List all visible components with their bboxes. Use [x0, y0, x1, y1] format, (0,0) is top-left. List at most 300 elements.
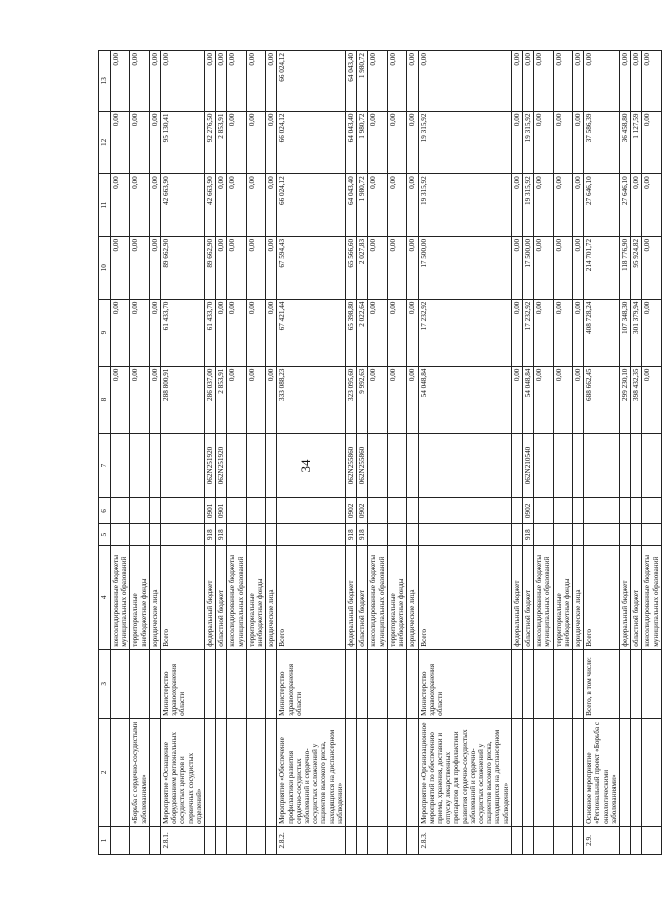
year-2023-amount-cell: 0,00 — [216, 51, 227, 112]
grbs-code-cell: 918 — [357, 524, 368, 546]
column-number: 13 — [99, 51, 111, 112]
grbs-code-cell — [130, 524, 149, 546]
table-row — [368, 51, 387, 855]
total-amount-cell: 688 662,45 — [584, 366, 620, 433]
year-2020-amount-cell: 0,00 — [387, 236, 406, 299]
measure-name-cell — [246, 718, 265, 826]
grbs-code-cell — [534, 524, 553, 546]
row-number-cell — [346, 826, 357, 854]
funding-source-cell: юридические лица — [149, 545, 160, 649]
executor-cell — [387, 649, 406, 718]
grbs-code-cell — [246, 524, 265, 546]
year-2021-amount-cell: 64 043,40 — [346, 174, 357, 237]
year-2022-amount-cell: 0,00 — [149, 111, 160, 174]
executor-cell: Всего, в том числе: — [584, 649, 620, 718]
grbs-code-cell — [266, 524, 277, 546]
column-number: 5 — [99, 524, 111, 546]
column-number: 10 — [99, 236, 111, 299]
section-code-cell — [584, 498, 620, 524]
measure-name-cell — [631, 718, 642, 826]
executor-cell — [407, 649, 418, 718]
row-number-cell — [227, 826, 246, 854]
funding-source-cell: федеральный бюджет — [511, 545, 522, 649]
table-row — [407, 51, 418, 855]
year-2023-amount-cell: 0,00 — [642, 51, 661, 112]
total-amount-cell: 0,00 — [553, 366, 572, 433]
target-article-code-cell — [111, 433, 130, 498]
row-number-cell — [642, 826, 661, 854]
year-2021-amount-cell: 19 315,92 — [522, 174, 533, 237]
table-row — [266, 51, 277, 855]
funding-source-cell: Всего — [584, 545, 620, 649]
year-2019-amount-cell: 301 379,94 — [631, 299, 642, 366]
target-article-code-cell: 062N255860 — [346, 433, 357, 498]
grbs-code-cell — [149, 524, 160, 546]
grbs-code-cell — [553, 524, 572, 546]
year-2022-amount-cell: 0,00 — [227, 111, 246, 174]
measure-name-cell — [357, 718, 368, 826]
year-2019-amount-cell: 61 433,70 — [205, 299, 216, 366]
year-2021-amount-cell: 0,00 — [266, 174, 277, 237]
budget-table — [98, 50, 662, 855]
year-2022-amount-cell: 19 315,92 — [522, 111, 533, 174]
page-number: 34 — [298, 459, 313, 473]
grbs-code-cell — [418, 524, 511, 546]
measure-name-cell — [205, 718, 216, 826]
executor-cell — [522, 649, 533, 718]
section-code-cell: 0901 — [216, 498, 227, 524]
year-2019-amount-cell: 0,00 — [368, 299, 387, 366]
year-2022-amount-cell: 36 458,80 — [619, 111, 630, 174]
year-2019-amount-cell: 67 421,44 — [277, 299, 346, 366]
measure-name-cell — [511, 718, 522, 826]
total-amount-cell: 0,00 — [407, 366, 418, 433]
executor-cell — [246, 649, 265, 718]
total-amount-cell: 0,00 — [130, 366, 149, 433]
year-2021-amount-cell: 42 663,90 — [161, 174, 205, 237]
year-2022-amount-cell: 0,00 — [534, 111, 553, 174]
funding-source-cell: территориальные внебюджетные фонды — [246, 545, 265, 649]
row-number-cell — [205, 826, 216, 854]
row-number-cell — [149, 826, 160, 854]
grbs-code-cell — [642, 524, 661, 546]
section-code-cell — [534, 498, 553, 524]
table-row — [130, 51, 149, 855]
executor-cell — [111, 649, 130, 718]
measure-name-cell — [266, 718, 277, 826]
year-2019-amount-cell: 107 348,30 — [619, 299, 630, 366]
year-2023-amount-cell: 0,00 — [246, 51, 265, 112]
year-2021-amount-cell: 0,00 — [534, 174, 553, 237]
section-code-cell — [619, 498, 630, 524]
column-number: 4 — [99, 545, 111, 649]
table-row — [584, 51, 620, 855]
target-article-code-cell — [572, 433, 583, 498]
year-2023-amount-cell: 0,00 — [572, 51, 583, 112]
row-number-cell: 2.9. — [584, 826, 620, 854]
total-amount-cell: 286 037,00 — [205, 366, 216, 433]
measure-name-cell: Мероприятие «Обеспечение профилактики развития сердечно-сосудистых заболеваний и сердечно-сосудистых осложнений у пациентов высокого риска, находящихся на диспансерном наблюдении» — [277, 718, 346, 826]
column-number: 2 — [99, 718, 111, 826]
year-2020-amount-cell: 89 662,90 — [205, 236, 216, 299]
year-2020-amount-cell: 0,00 — [266, 236, 277, 299]
executor-cell — [266, 649, 277, 718]
column-number: 1 — [99, 826, 111, 854]
year-2023-amount-cell: 0,00 — [161, 51, 205, 112]
target-article-code-cell — [642, 433, 661, 498]
executor-cell — [346, 649, 357, 718]
target-article-code-cell — [130, 433, 149, 498]
measure-name-cell — [522, 718, 533, 826]
row-number-cell — [368, 826, 387, 854]
table-row — [227, 51, 246, 855]
year-2019-amount-cell: 0,00 — [216, 299, 227, 366]
table-row — [534, 51, 553, 855]
year-2019-amount-cell: 0,00 — [642, 299, 661, 366]
section-code-cell — [227, 498, 246, 524]
executor-cell: Министерство здравоохранения области — [277, 649, 346, 718]
total-amount-cell: 0,00 — [266, 366, 277, 433]
target-article-code-cell — [387, 433, 406, 498]
year-2019-amount-cell: 408 728,24 — [584, 299, 620, 366]
column-number: 11 — [99, 174, 111, 237]
year-2019-amount-cell: 0,00 — [407, 299, 418, 366]
funding-source-cell: юридические лица — [572, 545, 583, 649]
year-2019-amount-cell: 0,00 — [149, 299, 160, 366]
target-article-code-cell — [149, 433, 160, 498]
row-number-cell — [357, 826, 368, 854]
year-2023-amount-cell: 0,00 — [522, 51, 533, 112]
column-number: 6 — [99, 498, 111, 524]
table-row — [246, 51, 265, 855]
column-number-row — [99, 51, 111, 855]
funding-source-cell: областной бюджет — [522, 545, 533, 649]
target-article-code-cell — [534, 433, 553, 498]
row-number-cell — [130, 826, 149, 854]
row-number-cell — [511, 826, 522, 854]
target-article-code-cell: 062N210540 — [522, 433, 533, 498]
year-2022-amount-cell: 0,00 — [407, 111, 418, 174]
funding-source-cell: юридические лица — [407, 545, 418, 649]
section-code-cell — [111, 498, 130, 524]
table-row — [387, 51, 406, 855]
funding-source-cell: консолидированные бюджеты муниципальных образований — [368, 545, 387, 649]
year-2020-amount-cell: 65 566,60 — [346, 236, 357, 299]
year-2021-amount-cell: 0,00 — [246, 174, 265, 237]
year-2019-amount-cell: 0,00 — [130, 299, 149, 366]
executor-cell — [553, 649, 572, 718]
measure-name-cell — [368, 718, 387, 826]
year-2022-amount-cell: 1 127,59 — [631, 111, 642, 174]
year-2019-amount-cell: 0,00 — [534, 299, 553, 366]
section-code-cell — [418, 498, 511, 524]
table-row — [216, 51, 227, 855]
row-number-cell — [572, 826, 583, 854]
total-amount-cell: 398 432,35 — [631, 366, 642, 433]
target-article-code-cell — [227, 433, 246, 498]
grbs-code-cell — [511, 524, 522, 546]
year-2021-amount-cell: 0,00 — [216, 174, 227, 237]
year-2021-amount-cell: 0,00 — [572, 174, 583, 237]
year-2020-amount-cell: 0,00 — [149, 236, 160, 299]
target-article-code-cell — [584, 433, 620, 498]
table-row — [631, 51, 642, 855]
year-2022-amount-cell: 0,00 — [246, 111, 265, 174]
year-2020-amount-cell: 0,00 — [246, 236, 265, 299]
measure-name-cell — [553, 718, 572, 826]
table-row — [553, 51, 572, 855]
year-2021-amount-cell: 0,00 — [642, 174, 661, 237]
table-row — [161, 51, 205, 855]
target-article-code-cell: 062N251920 — [216, 433, 227, 498]
year-2023-amount-cell: 0,00 — [418, 51, 511, 112]
year-2020-amount-cell: 118 776,90 — [619, 236, 630, 299]
year-2023-amount-cell: 0,00 — [407, 51, 418, 112]
year-2023-amount-cell: 0,00 — [266, 51, 277, 112]
grbs-code-cell — [368, 524, 387, 546]
grbs-code-cell: 918 — [216, 524, 227, 546]
grbs-code-cell — [227, 524, 246, 546]
section-code-cell — [511, 498, 522, 524]
year-2022-amount-cell: 0,00 — [642, 111, 661, 174]
executor-cell — [642, 649, 661, 718]
section-code-cell: 0902 — [357, 498, 368, 524]
table-row — [418, 51, 511, 855]
table-row — [277, 51, 346, 855]
year-2021-amount-cell: 19 315,92 — [418, 174, 511, 237]
year-2020-amount-cell: 89 662,90 — [161, 236, 205, 299]
column-number: 12 — [99, 111, 111, 174]
target-article-code-cell — [368, 433, 387, 498]
row-number-cell — [246, 826, 265, 854]
year-2020-amount-cell: 2 027,83 — [357, 236, 368, 299]
executor-cell — [227, 649, 246, 718]
year-2022-amount-cell: 66 024,12 — [277, 111, 346, 174]
executor-cell — [357, 649, 368, 718]
year-2020-amount-cell: 0,00 — [553, 236, 572, 299]
section-code-cell — [407, 498, 418, 524]
year-2022-amount-cell: 37 586,39 — [584, 111, 620, 174]
funding-source-cell: областной бюджет — [216, 545, 227, 649]
row-number-cell: 2.8.2. — [277, 826, 346, 854]
executor-cell — [511, 649, 522, 718]
year-2023-amount-cell: 0,00 — [619, 51, 630, 112]
total-amount-cell: 54 048,84 — [418, 366, 511, 433]
target-article-code-cell: 062N251920 — [205, 433, 216, 498]
table-row — [111, 51, 130, 855]
section-code-cell — [368, 498, 387, 524]
year-2020-amount-cell: 0,00 — [511, 236, 522, 299]
table-rotation-frame — [98, 50, 660, 855]
year-2019-amount-cell: 0,00 — [572, 299, 583, 366]
year-2020-amount-cell: 0,00 — [534, 236, 553, 299]
target-article-code-cell — [266, 433, 277, 498]
year-2023-amount-cell: 0,00 — [149, 51, 160, 112]
total-amount-cell: 0,00 — [572, 366, 583, 433]
row-number-cell — [553, 826, 572, 854]
table-row — [346, 51, 357, 855]
table-row — [522, 51, 533, 855]
measure-name-cell — [642, 718, 661, 826]
section-code-cell — [149, 498, 160, 524]
year-2021-amount-cell: 66 024,12 — [277, 174, 346, 237]
target-article-code-cell — [619, 433, 630, 498]
year-2020-amount-cell: 67 594,43 — [277, 236, 346, 299]
funding-source-cell: областной бюджет — [631, 545, 642, 649]
executor-cell — [149, 649, 160, 718]
section-code-cell — [277, 498, 346, 524]
target-article-code-cell — [418, 433, 511, 498]
year-2020-amount-cell: 0,00 — [368, 236, 387, 299]
year-2023-amount-cell: 0,00 — [631, 51, 642, 112]
funding-source-cell: консолидированные бюджеты муниципальных образований — [227, 545, 246, 649]
row-number-cell — [407, 826, 418, 854]
executor-cell: Министерство здравоохранения области — [161, 649, 205, 718]
year-2020-amount-cell: 17 500,00 — [418, 236, 511, 299]
total-amount-cell: 0,00 — [149, 366, 160, 433]
year-2020-amount-cell: 0,00 — [216, 236, 227, 299]
total-amount-cell: 299 230,10 — [619, 366, 630, 433]
year-2023-amount-cell: 66 024,12 — [277, 51, 346, 112]
total-amount-cell: 0,00 — [246, 366, 265, 433]
year-2021-amount-cell: 0,00 — [368, 174, 387, 237]
executor-cell — [534, 649, 553, 718]
year-2019-amount-cell: 65 398,80 — [346, 299, 357, 366]
measure-name-cell — [216, 718, 227, 826]
target-article-code-cell: 062N255860 — [357, 433, 368, 498]
section-code-cell — [266, 498, 277, 524]
measure-name-cell: «Борьба с сердечно-сосудистыми заболеваниями» — [130, 718, 149, 826]
year-2021-amount-cell: 0,00 — [111, 174, 130, 237]
year-2021-amount-cell: 0,00 — [553, 174, 572, 237]
year-2022-amount-cell: 0,00 — [572, 111, 583, 174]
measure-name-cell — [111, 718, 130, 826]
funding-source-cell: федеральный бюджет — [619, 545, 630, 649]
row-number-cell — [216, 826, 227, 854]
section-code-cell — [130, 498, 149, 524]
measure-name-cell: Мероприятие «Организационное мероприятий по обеспечению приема, хранения, доставки и отпуску лекарственных препаратов для профилактики развития сердечно-сосудистых заболеваний и сердечно-сосудистых осложнений у пациентов высокого риска, находящихся на диспансерном наблюдении» — [418, 718, 511, 826]
row-number-cell — [534, 826, 553, 854]
grbs-code-cell — [111, 524, 130, 546]
year-2021-amount-cell: 0,00 — [631, 174, 642, 237]
section-code-cell — [246, 498, 265, 524]
grbs-code-cell — [387, 524, 406, 546]
year-2023-amount-cell: 0,00 — [387, 51, 406, 112]
target-article-code-cell — [161, 433, 205, 498]
year-2023-amount-cell: 0,00 — [368, 51, 387, 112]
year-2019-amount-cell: 0,00 — [553, 299, 572, 366]
year-2021-amount-cell: 0,00 — [511, 174, 522, 237]
executor-cell — [572, 649, 583, 718]
total-amount-cell: 54 048,84 — [522, 366, 533, 433]
year-2019-amount-cell: 0,00 — [266, 299, 277, 366]
year-2019-amount-cell: 17 232,92 — [418, 299, 511, 366]
year-2022-amount-cell: 0,00 — [266, 111, 277, 174]
measure-name-cell — [346, 718, 357, 826]
year-2023-amount-cell: 1 980,72 — [357, 51, 368, 112]
table-row — [511, 51, 522, 855]
grbs-code-cell — [584, 524, 620, 546]
row-number-cell — [522, 826, 533, 854]
grbs-code-cell — [631, 524, 642, 546]
year-2022-amount-cell: 2 853,91 — [216, 111, 227, 174]
year-2022-amount-cell: 0,00 — [130, 111, 149, 174]
year-2019-amount-cell: 0,00 — [246, 299, 265, 366]
row-number-cell — [266, 826, 277, 854]
total-amount-cell: 0,00 — [387, 366, 406, 433]
target-article-code-cell — [631, 433, 642, 498]
grbs-code-cell — [161, 524, 205, 546]
year-2019-amount-cell: 2 022,64 — [357, 299, 368, 366]
grbs-code-cell — [407, 524, 418, 546]
year-2020-amount-cell: 95 924,82 — [631, 236, 642, 299]
year-2021-amount-cell: 0,00 — [149, 174, 160, 237]
year-2022-amount-cell: 0,00 — [368, 111, 387, 174]
section-code-cell — [387, 498, 406, 524]
executor-cell — [130, 649, 149, 718]
grbs-code-cell — [619, 524, 630, 546]
funding-source-cell: консолидированные бюджеты муниципальных образований — [111, 545, 130, 649]
grbs-code-cell — [277, 524, 346, 546]
total-amount-cell: 0,00 — [642, 366, 661, 433]
year-2023-amount-cell: 0,00 — [584, 51, 620, 112]
column-number: 7 — [99, 433, 111, 498]
total-amount-cell: 0,00 — [534, 366, 553, 433]
year-2022-amount-cell: 19 315,92 — [418, 111, 511, 174]
table-row — [572, 51, 583, 855]
total-amount-cell: 9 992,63 — [357, 366, 368, 433]
year-2020-amount-cell: 214 701,72 — [584, 236, 620, 299]
year-2021-amount-cell: 0,00 — [227, 174, 246, 237]
row-number-cell: 2.8.3. — [418, 826, 511, 854]
year-2019-amount-cell: 61 433,70 — [161, 299, 205, 366]
section-code-cell: 0901 — [205, 498, 216, 524]
measure-name-cell — [387, 718, 406, 826]
funding-source-cell: территориальные внебюджетные фонды — [387, 545, 406, 649]
year-2020-amount-cell: 0,00 — [407, 236, 418, 299]
section-code-cell — [553, 498, 572, 524]
funding-source-cell: Всего — [277, 545, 346, 649]
funding-source-cell: юридические лица — [266, 545, 277, 649]
executor-cell — [619, 649, 630, 718]
table-row — [205, 51, 216, 855]
year-2021-amount-cell: 0,00 — [130, 174, 149, 237]
measure-name-cell — [534, 718, 553, 826]
column-number: 3 — [99, 649, 111, 718]
funding-source-cell: федеральный бюджет — [205, 545, 216, 649]
section-code-cell: 0902 — [522, 498, 533, 524]
year-2023-amount-cell: 0,00 — [111, 51, 130, 112]
target-article-code-cell — [553, 433, 572, 498]
year-2022-amount-cell: 0,00 — [553, 111, 572, 174]
executor-cell — [631, 649, 642, 718]
year-2020-amount-cell: 17 500,00 — [522, 236, 533, 299]
measure-name-cell — [572, 718, 583, 826]
table-row — [357, 51, 368, 855]
total-amount-cell: 323 095,60 — [346, 366, 357, 433]
grbs-code-cell: 918 — [205, 524, 216, 546]
total-amount-cell: 288 800,91 — [161, 366, 205, 433]
column-number: 8 — [99, 366, 111, 433]
total-amount-cell: 0,00 — [368, 366, 387, 433]
year-2022-amount-cell: 0,00 — [387, 111, 406, 174]
year-2019-amount-cell: 17 232,92 — [522, 299, 533, 366]
total-amount-cell: 0,00 — [511, 366, 522, 433]
total-amount-cell: 0,00 — [227, 366, 246, 433]
year-2023-amount-cell: 0,00 — [205, 51, 216, 112]
funding-source-cell: областной бюджет — [357, 545, 368, 649]
year-2023-amount-cell: 0,00 — [227, 51, 246, 112]
